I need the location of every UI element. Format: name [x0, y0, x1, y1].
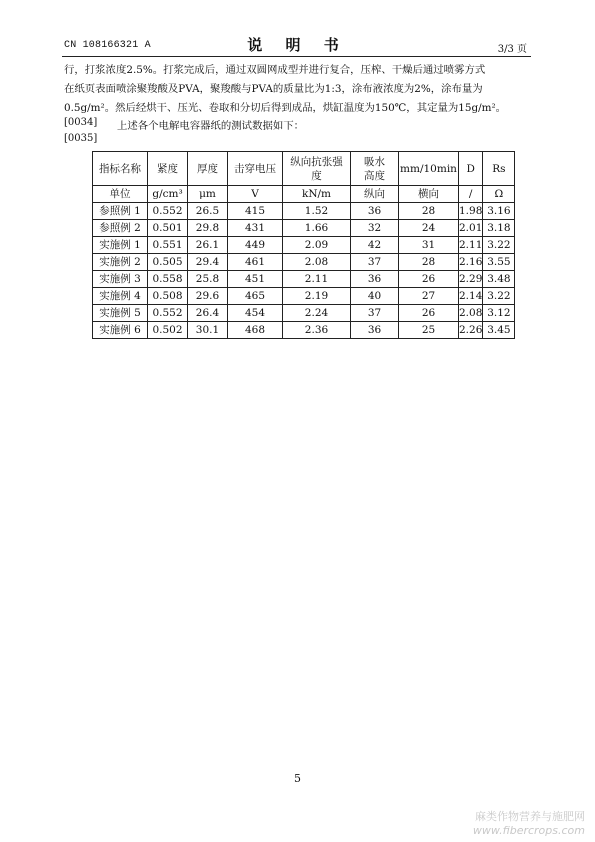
table-cell: 468	[228, 322, 283, 339]
header-divider	[62, 56, 531, 57]
header-cell: Rs	[483, 152, 515, 186]
unit-cell: 单位	[93, 186, 148, 203]
table-cell: 2.26	[459, 322, 483, 339]
table-cell: 451	[228, 271, 283, 288]
table-row	[93, 288, 515, 305]
table-cell: 2.08	[459, 305, 483, 322]
table-cell: 0.558	[148, 271, 188, 288]
table-cell: 25	[399, 322, 459, 339]
table-cell: 3.48	[483, 271, 515, 288]
table-cell: 0.551	[148, 237, 188, 254]
table-cell: 1.66	[283, 220, 351, 237]
header-cell: 击穿电压	[228, 152, 283, 186]
table-cell: 3.12	[483, 305, 515, 322]
watermark-url: www.fibercrops.com	[472, 824, 585, 837]
table-cell: 0.502	[148, 322, 188, 339]
table-cell: 3.22	[483, 288, 515, 305]
table-row	[93, 203, 515, 220]
table-cell: 3.55	[483, 254, 515, 271]
table-cell: 2.14	[459, 288, 483, 305]
table-cell: 461	[228, 254, 283, 271]
table-cell: 实施例 5	[93, 305, 148, 322]
table-cell: 37	[351, 305, 399, 322]
table-cell: 参照例 1	[93, 203, 148, 220]
table-cell: 27	[399, 288, 459, 305]
body-line-1: 行，打浆浓度2.5%。打浆完成后，通过双圆网成型并进行复合，压榨、干燥后通过喷雾方式	[64, 64, 486, 76]
unit-cell: V	[228, 186, 283, 203]
document-title: 说 明 书	[247, 36, 348, 54]
table-cell: 36	[351, 322, 399, 339]
test-data-table	[92, 151, 515, 339]
table-cell: 实施例 6	[93, 322, 148, 339]
body-line-3: 0.5g/m²。然后经烘干、压光、卷取和分切后得到成品，烘缸温度为150℃，其定量为15g/m²。	[64, 102, 507, 114]
table-cell: 32	[351, 220, 399, 237]
header-cell: mm/10min	[399, 152, 459, 186]
table-cell: 415	[228, 203, 283, 220]
table-cell: 26	[399, 305, 459, 322]
table-cell: 实施例 3	[93, 271, 148, 288]
table-cell: 25.8	[188, 271, 228, 288]
table-cell: 24	[399, 220, 459, 237]
page-indicator: 3/3 页	[497, 44, 527, 55]
table-cell: 实施例 1	[93, 237, 148, 254]
unit-cell: /	[459, 186, 483, 203]
patent-number: CN 108166321 A	[64, 40, 151, 51]
table-cell: 431	[228, 220, 283, 237]
table-row	[93, 305, 515, 322]
table-cell: 2.36	[283, 322, 351, 339]
table-cell: 29.6	[188, 288, 228, 305]
unit-cell: 纵向	[351, 186, 399, 203]
table-cell: 26.1	[188, 237, 228, 254]
table-cell: 2.09	[283, 237, 351, 254]
table-row	[93, 271, 515, 288]
table-cell: 3.45	[483, 322, 515, 339]
table-row	[93, 237, 515, 254]
header-cell: 吸水高度	[351, 152, 399, 186]
table-cell: 0.505	[148, 254, 188, 271]
unit-cell: g/cm³	[148, 186, 188, 203]
unit-cell: μm	[188, 186, 228, 203]
table-cell: 28	[399, 254, 459, 271]
table-cell: 449	[228, 237, 283, 254]
paragraph-text-0034: 上述各个电解电容器纸的测试数据如下：	[117, 120, 305, 132]
table-cell: 30.1	[188, 322, 228, 339]
table-body	[93, 203, 515, 339]
header-cell: 纵向抗张强度	[283, 152, 351, 186]
header-cell: 紧度	[148, 152, 188, 186]
body-line-2: 在纸页表面喷涂聚羧酸及PVA，聚羧酸与PVA的质量比为1:3，涂布液浓度为2%，涂布量为	[64, 83, 483, 95]
table-cell: 2.19	[283, 288, 351, 305]
table-cell: 2.11	[283, 271, 351, 288]
table-cell: 42	[351, 237, 399, 254]
table-cell: 29.4	[188, 254, 228, 271]
unit-cell: kN/m	[283, 186, 351, 203]
table-cell: 0.552	[148, 305, 188, 322]
table-cell: 1.98	[459, 203, 483, 220]
table-cell: 0.552	[148, 203, 188, 220]
header-cell: D	[459, 152, 483, 186]
header-cell: 厚度	[188, 152, 228, 186]
header-cell: 指标名称	[93, 152, 148, 186]
table-cell: 40	[351, 288, 399, 305]
table-cell: 2.01	[459, 220, 483, 237]
table-cell: 31	[399, 237, 459, 254]
table-cell: 0.501	[148, 220, 188, 237]
unit-cell: Ω	[483, 186, 515, 203]
table-cell: 3.22	[483, 237, 515, 254]
table-cell: 2.29	[459, 271, 483, 288]
paragraph-tag-0034: [0034]	[64, 117, 98, 128]
table-row	[93, 254, 515, 271]
table-cell: 3.18	[483, 220, 515, 237]
table-cell: 参照例 2	[93, 220, 148, 237]
table-cell: 3.16	[483, 203, 515, 220]
table-row	[93, 322, 515, 339]
table-cell: 28	[399, 203, 459, 220]
watermark-text: 麻类作物营养与施肥网	[475, 810, 585, 823]
table-cell: 2.11	[459, 237, 483, 254]
table-cell: 37	[351, 254, 399, 271]
table-cell: 实施例 2	[93, 254, 148, 271]
table-cell: 36	[351, 271, 399, 288]
table-units-row	[93, 186, 515, 203]
table-cell: 2.16	[459, 254, 483, 271]
table-cell: 26.5	[188, 203, 228, 220]
table-cell: 2.08	[283, 254, 351, 271]
table-cell: 26.4	[188, 305, 228, 322]
table-cell: 29.8	[188, 220, 228, 237]
table-cell: 26	[399, 271, 459, 288]
table-header-row	[93, 152, 515, 186]
unit-cell: 横向	[399, 186, 459, 203]
table-cell: 465	[228, 288, 283, 305]
page-number: 5	[294, 772, 301, 785]
table-cell: 2.24	[283, 305, 351, 322]
table-row	[93, 220, 515, 237]
table-cell: 0.508	[148, 288, 188, 305]
table-cell: 36	[351, 203, 399, 220]
table-cell: 454	[228, 305, 283, 322]
table-cell: 实施例 4	[93, 288, 148, 305]
paragraph-tag-0035: [0035]	[64, 133, 98, 144]
table-cell: 1.52	[283, 203, 351, 220]
